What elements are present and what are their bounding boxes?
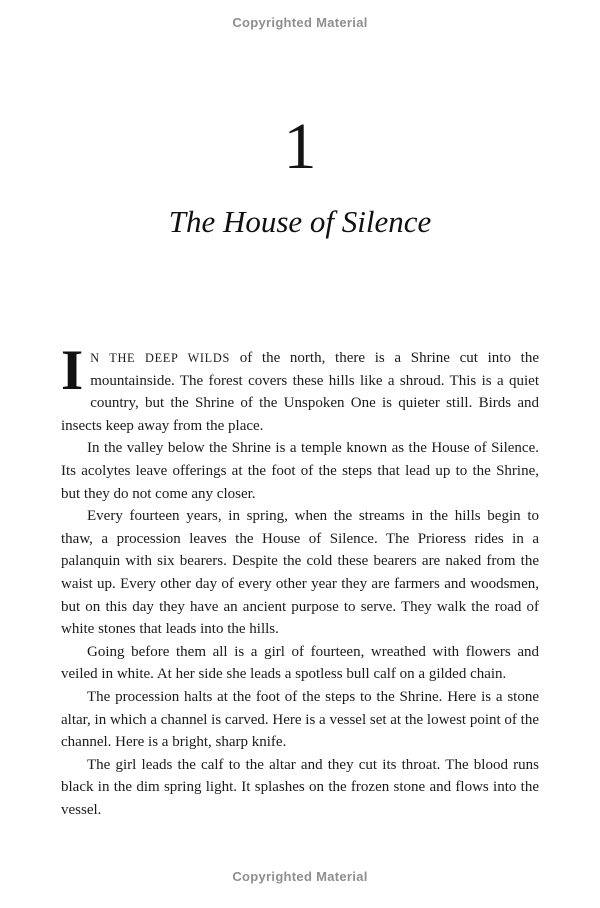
copyright-notice-top: Copyrighted Material xyxy=(232,15,368,30)
chapter-title: The House of Silence xyxy=(168,204,432,239)
chapter-number: 1 xyxy=(283,110,317,183)
paragraph: The girl leads the calf to the altar and they cut its throat. The blood runs black in the dim spring light. It splashes on the frozen stone and flows into the vessel. xyxy=(61,756,539,818)
paragraph: Going before them all is a girl of fourteen, wreathed with flowers and veiled in white. At her side she leads a spotless bull calf on a gilded chain. xyxy=(61,643,539,683)
body-text xyxy=(61,339,539,821)
drop-cap: I xyxy=(61,339,84,402)
paragraph: Every fourteen years, in spring, when the streams in the hills begin to thaw, a procession leaves the House of Silence. The Prioress rides in a palanquin with six bearers. Despite the cold these bearers are naked from the waist up. Every other day of every other year they are farmers and woodsmen, but on this day they have an ancient purpose to serve. They walk the road of white stones that leads into the hills. xyxy=(61,508,539,638)
paragraph: I N THE DEEP WILDS of the north, there is a Shrine cut into the mountainside. The forest covers these hills like a shroud. This is a quiet country, but the Shrine of the Unspoken One is quieter still. Birds and insects keep away from the place. xyxy=(61,339,539,434)
copyright-notice-bottom: Copyrighted Material xyxy=(232,869,368,884)
paragraph: The procession halts at the foot of the steps to the Shrine. Here is a stone altar, in which a channel is carved. Here is a vessel set at the lowest point of the channel. Here is a bright, sharp knife. xyxy=(61,688,539,751)
small-caps-opening: N THE DEEP WILDS xyxy=(90,351,231,365)
paragraph: In the valley below the Shrine is a temple known as the House of Silence. Its acolytes leave offerings at the foot of the steps that lead up to the Shrine, but they do not come any closer. xyxy=(61,440,539,502)
